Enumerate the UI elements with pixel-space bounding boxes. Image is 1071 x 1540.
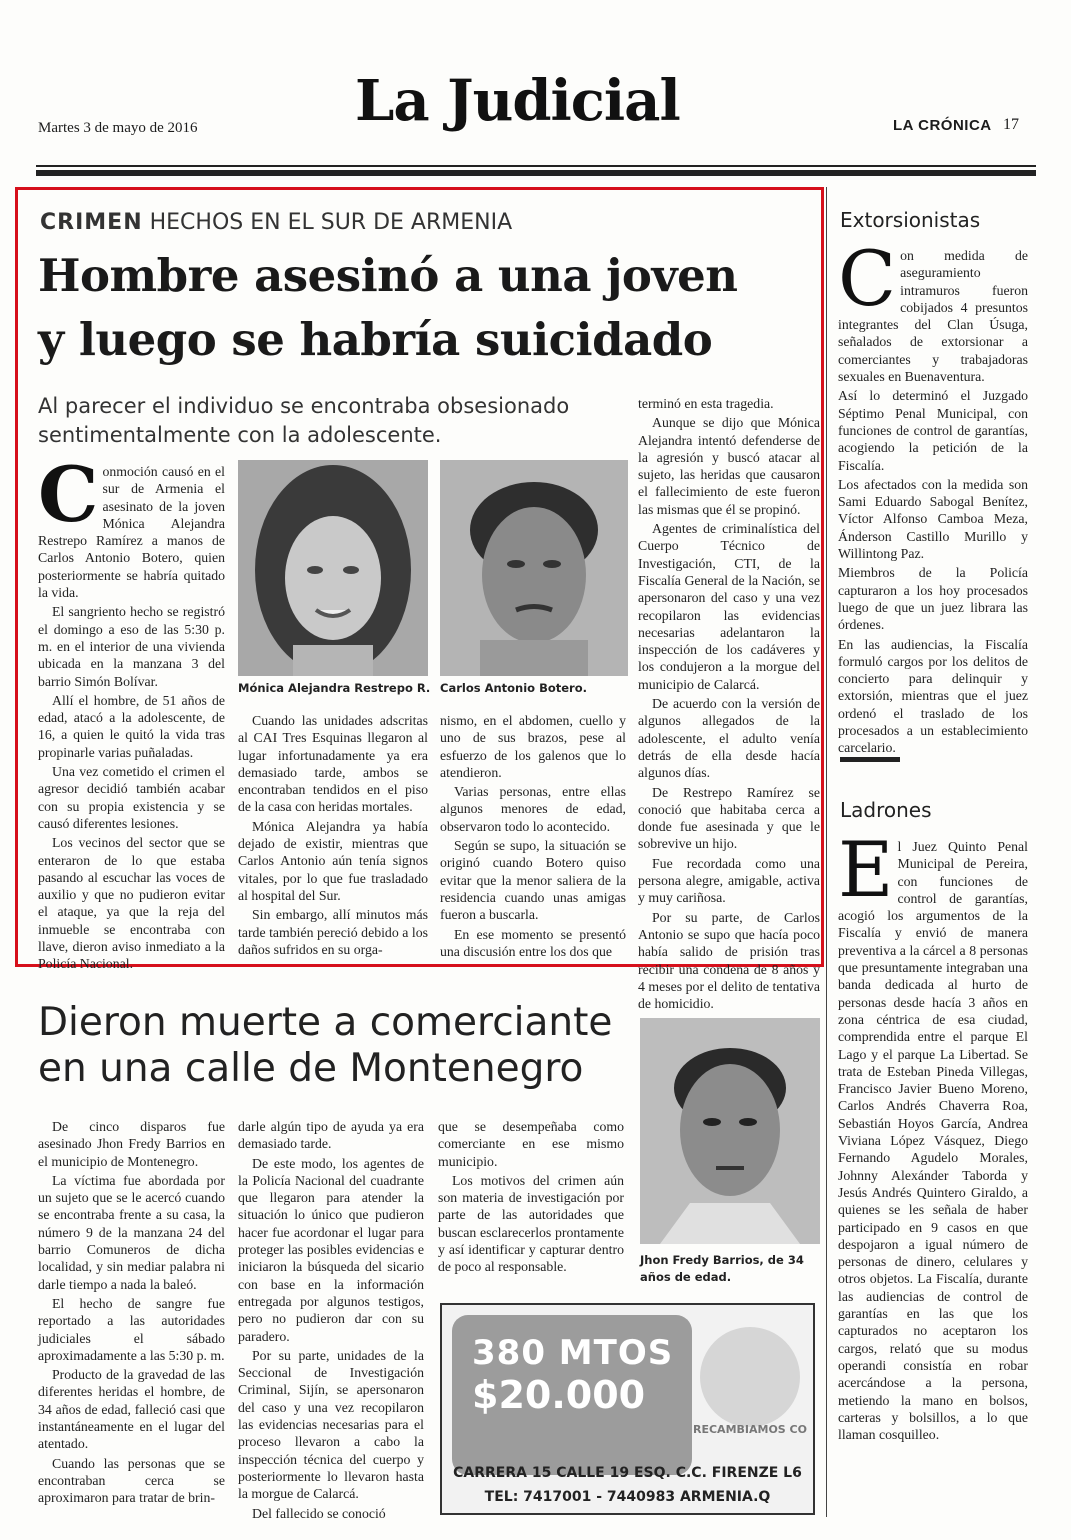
paragraph: De Restrepo Ramírez se conoció que habitaba cerca a donde fue asesinada y que le sobrevive un hijo. [638,784,820,852]
paragraph: que se desempeñaba como comerciante en ese mismo municipio. [438,1119,624,1169]
article-headline-2 [38,1000,638,1092]
header-rule-thick [36,170,1036,176]
paragraph: l Juez Quinto Penal Municipal de Pereira, con funciones de control de garantías, acogió los argumentos de la Fiscalía y envió de manera preventiva a la cárcel a 8 personas que presuntamente integraban una banda dedicada al hurto de personas desde hacía 3 años en zona céntrica de esa ciudad, comprendida entre el parque El Lago y el parque La Libertad. Se trata de Esteban Pineda Villegas, Francisco Javier Bueno Moreno, Carlos Andrés Chaverra Roa, Sebastián Hoyos García, Andrea Viviana López Vásquez, Diego Fernando Agudelo Morales, Johnny Alexánder Taborda y Jesús Andrés Quintero Giraldo, a quienes se les señala de haber participado en 9 casos en que despojaron a igual número de personas de dinero, celulares y otros objetos. La Fiscalía, durante las audiencias de control de garantías en las que los capturados no aceptaron los cargos, relató que su modus operandi consistía en robar acercándose a la persona, metiendo la mano en bolsos, carteras y bolsillos, a lo que llaman cosquilleo. [838,839,1028,1443]
article-column-2 [238,712,428,960]
ad-phones: TEL: 7417001 - 7440983 ARMENIA.Q [484,1489,771,1505]
paragraph: Del fallecido se conoció [252,1505,386,1521]
sidebar-divider [826,187,827,1517]
paragraph: En ese momento se presentó una discusión entre los dos que [440,926,626,959]
paragraph: Por su parte, unidades de la Seccional de Investigación Criminal, Sijín, se apersonaron del caso y una vez recopilaron las evidencias necesarias para el proceso llevaron a cabo la inspección técnica del cuerpo y posteriormente lo llevaron hasta la morgue de Calarcá. [238,1347,424,1502]
paragraph: De acuerdo con la versión de algunos allegados de la adolescente, el adulto venía detrás de ella desde hacía algunos días. [638,696,820,781]
paragraph: on medida de aseguramiento intramuros fueron cobijados 4 presuntos integrantes del Clan Úsuga, señalados de extorsionar a comerciantes y trabajadoras sexuales en Buenaventura. [838,248,1028,385]
drop-cap: C [838,234,897,323]
paragraph: darle algún tipo de ayuda ya era demasiado tarde. [238,1119,424,1152]
paragraph: En las audiencias, la Fiscalía formuló cargos por los delitos de concierto para delinquir y extorsión, mientras que el juez ordenó el traslado de los procesados a un establecimiento carcelario. [838,636,1028,756]
page-number: 17 [1003,116,1019,133]
ad-logo-icon [700,1327,800,1427]
paragraph: Fue recordada como una persona alegre, amigable, activa y muy cariñosa. [638,855,820,906]
drop-cap: E [838,825,894,914]
headline-line-2: en una calle de Montenegro [38,1046,584,1091]
headline-line-2: y luego se habría suicidado [38,313,713,366]
ad-logo-text: RECAMBIAMOS CO [693,1423,807,1436]
brief-title: Ladrones [840,798,932,822]
kicker-label: CRIMEN [40,210,143,235]
article-column-3 [440,712,626,962]
paragraph: Los vecinos del sector que se enteraron de lo que estaba pasando al escuchar las voces de auxilio y que no pudieron evitar el ataque, ya que la reja del inmueble se encontraba con llave, dieron aviso inmediato a la Policía Nacional. [38,835,225,972]
paragraph: Agentes de criminalística del Cuerpo Técnico de Investigación, CTI, de la Fiscalía General de la Nación, se apersonaron del caso y una vez recopilaron las evidencias necesarias adelantaron la inspección de los cadáveres y los condujeron a la morgue del municipio de Calarcá. [638,521,820,692]
paragraph: De cinco disparos fue asesinado Jhon Fredy Barrios en el municipio de Montenegro. [38,1119,225,1169]
article-kicker [40,210,512,235]
photo-caption: Carlos Antonio Botero. [440,681,587,695]
paragraph: De este modo, los agentes de la Policía Nacional del cuadrante que llegaron para atender la situación lo único que pudieron hacer fue acordonar el lugar para proteger las posibles evidencias e iniciaron la búsqueda del sicario con base en la información entregada por algunos testigos, pero no pudieron dar con su paradero. [238,1155,424,1344]
drop-cap: C [38,450,99,539]
paragraph: nismo, en el abdomen, cuello y uno de sus brazos, pese al esfuerzo de los galenos que lo atendieron. [440,713,626,780]
newspaper-name: LA CRÓNICA [893,117,992,134]
ad-address: CARRERA 15 CALLE 19 ESQ. C.C. FIRENZE L6 [453,1465,802,1481]
portrait-young-man-icon [640,1018,820,1244]
paragraph: Aunque se dijo que Mónica Alejandra intentó defenderse de la agresión y buscó atacar al sujeto, las heridas que causaron el fallecimiento de este fueron las mismas que él se propinó. [638,415,820,517]
paragraph: terminó en esta tragedia. [638,396,774,411]
paragraph: Mónica Alejandra ya había dejado de existir, mientras que Carlos Antonio aún tenía signos vitales, por lo que fue trasladado al hospital del Sur. [238,818,428,903]
photo-caption: Jhon Fredy Barrios, de 34 años de edad. [640,1253,804,1284]
portrait-woman-icon [238,460,428,676]
paragraph: Cuando las unidades adscritas al CAI Tres Esquinas llegaron al lugar infortunadamente ya era demasiado tarde, ambos se encontraban tendidos en el piso de la casa con heridas mortales. [238,713,428,815]
article2-column-2 [238,1118,424,1524]
article2-column-3 [438,1118,624,1278]
paragraph: Sin embargo, allí minutos más tarde también pereció debido a los daños sufridos en su orga- [238,907,428,957]
brief-separator [840,757,900,762]
paragraph: onmoción causó en el sur de Armenia el asesinato de la joven Mónica Alejandra Restrepo Ramírez a manos de Carlos Antonio Botero, quien posteriormente se habría quitado la vida. [38,464,225,601]
brief-body [838,234,1028,759]
ad-price: $20.000 [472,1373,646,1417]
paragraph: Según se supo, la situación se originó cuando Botero quiso evitar que la menor saliera de la residencia cuando unas amigas fueron a buscarla. [440,838,626,923]
brief-body [838,825,1028,1445]
advertisement [440,1303,815,1515]
paragraph: Miembros de la Policía capturaron a los hoy procesados luego de que un juez librara las órdenes. [838,565,1028,633]
paragraph: Los motivos del crimen aún son materia de investigación por parte de las autoridades que buscan esclarecerlos prontamente y así identificar y capturar dentro de poco al responsable. [438,1172,624,1275]
victim2-photo [640,1018,820,1244]
suspect-photo [440,460,628,676]
article-column-4 [638,395,820,1014]
paragraph: Cuando las personas que se encontraban cerca se aproximaron para tratar de brin- [38,1455,225,1506]
paragraph: Así lo determinó el Juzgado Séptimo Penal Municipal, con funciones de control de garantías, acogiendo la petición de la Fiscalía. [838,388,1028,473]
section-title: La Judicial [355,68,680,134]
article-deck: Al parecer el individuo se encontraba obsesionado sentimentalmente con la adolescente. [38,394,570,447]
article-headline [38,244,808,372]
issue-date: Martes 3 de mayo de 2016 [38,120,198,136]
paragraph: El sangriento hecho se registró el domingo a eso de las 5:30 p. m. en el interior de una vivienda ubicada en la manzana 3 del barrio Simón Bolívar. [38,604,225,689]
paragraph: Los afectados con la medida son Sami Eduardo Sabogal Benítez, Víctor Alfonso Camboa Meza, Ánderson Castillo Murillo y Willintong Paz. [838,476,1028,562]
article-column-1 [38,450,225,975]
paragraph: La víctima fue abordada por un sujeto que se le acercó cuando se encontraba frente a su casa, la número 9 de la manzana 24 del barrio Comuneros de dicha localidad, y sin mediar palabra ni darle tiempo a nada la baleó. [38,1172,225,1292]
header-rule [36,165,1036,167]
headline-line-1: Dieron muerte a comerciante [38,1000,613,1045]
brief-title: Extorsionistas [840,208,981,232]
paragraph: Por su parte, de Carlos Antonio se supo que hacía poco había salido de prisión tras recibir una condena de 8 años y 4 meses por el delito de tentativa de homicidio. [638,909,820,1012]
paragraph: Varias personas, entre ellas algunos menores de edad, observaron todo lo acontecido. [440,784,626,834]
article2-column-1 [38,1118,225,1509]
paragraph: Una vez cometido el crimen el agresor decidió también acabar con su propia existencia y se causó diferentes lesiones. [38,764,225,831]
kicker-text: HECHOS EN EL SUR DE ARMENIA [149,210,513,235]
photo-caption: Mónica Alejandra Restrepo R. [238,681,431,695]
paragraph: El hecho de sangre fue reportado a las autoridades judiciales el sábado aproximadamente a las 5:30 p. m. [38,1295,225,1363]
paragraph: Producto de la gravedad de las diferentes heridas el hombre, de 34 años de edad, falleció casi que instantáneamente en el lugar del atentado. [38,1367,225,1452]
headline-line-1: Hombre asesinó a una joven [38,249,738,302]
portrait-man-icon [440,460,628,676]
ad-headline: 380 MTOS [472,1333,674,1373]
victim-photo [238,460,428,676]
paragraph: Allí el hombre, de 51 años de edad, atacó a la adolescente, de 16, a quien le quitó la vida tras propinarle varias puñaladas. [38,692,225,760]
